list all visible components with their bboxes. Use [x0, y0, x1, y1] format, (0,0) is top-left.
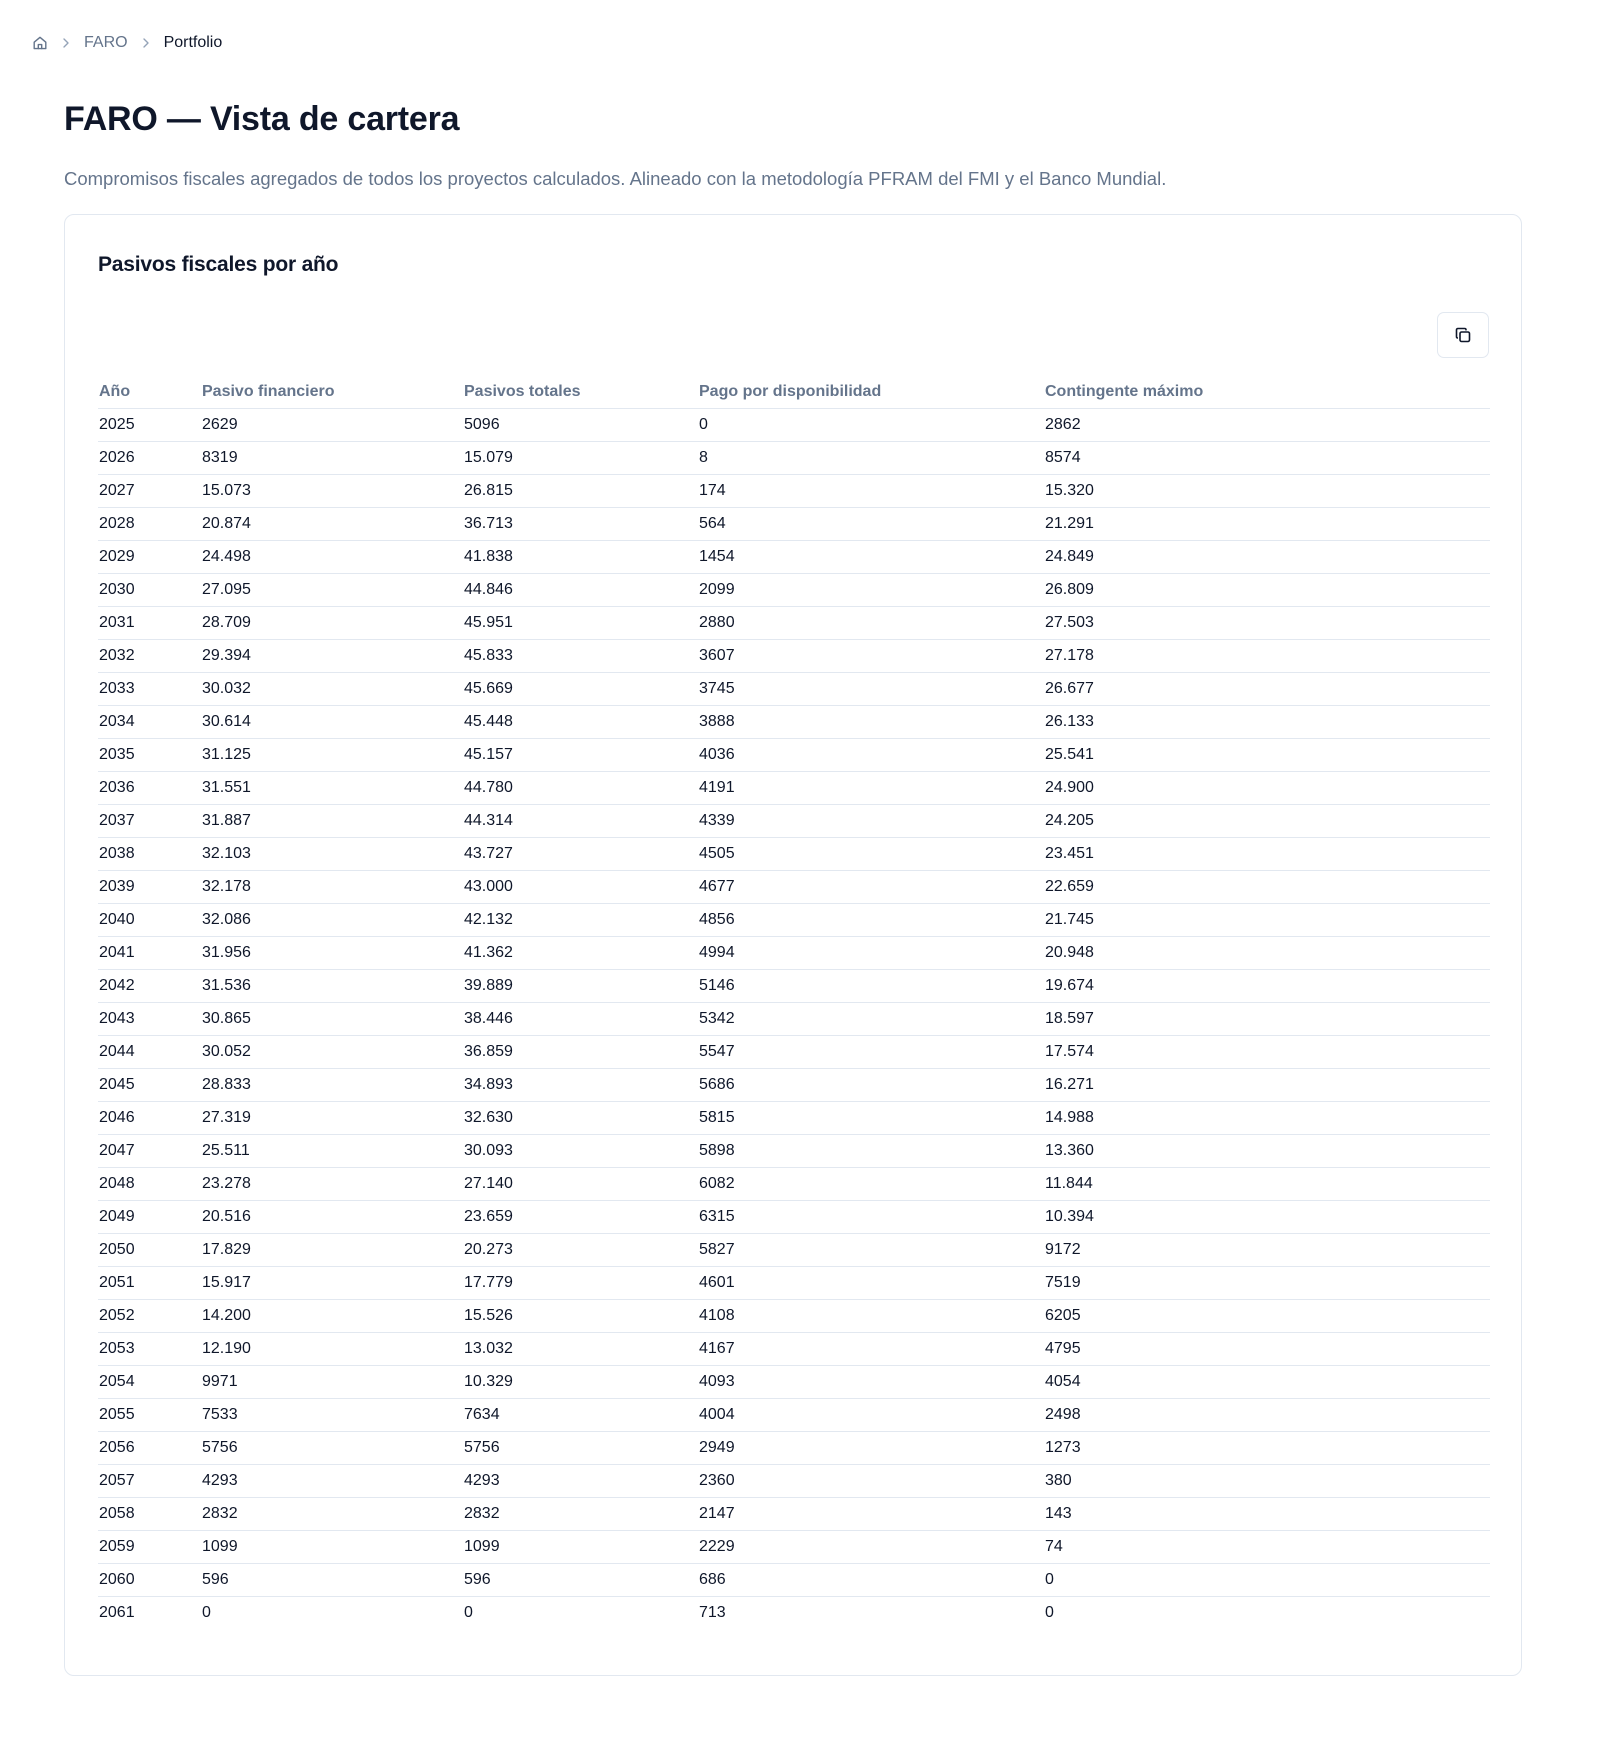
cell-max-contingent: 13.360: [1044, 1135, 1490, 1168]
cell-financial-liability: 31.125: [201, 739, 463, 772]
cell-total-liabilities: 17.779: [463, 1267, 698, 1300]
cell-year: 2040: [98, 904, 201, 937]
cell-availability-payment: 4856: [698, 904, 1044, 937]
cell-max-contingent: 6205: [1044, 1300, 1490, 1333]
cell-total-liabilities: 36.859: [463, 1036, 698, 1069]
cell-total-liabilities: 4293: [463, 1465, 698, 1498]
cell-max-contingent: 10.394: [1044, 1201, 1490, 1234]
cell-total-liabilities: 26.815: [463, 475, 698, 508]
page-title: FARO — Vista de cartera: [64, 100, 460, 138]
cell-availability-payment: 3607: [698, 640, 1044, 673]
cell-availability-payment: 5146: [698, 970, 1044, 1003]
cell-availability-payment: 4093: [698, 1366, 1044, 1399]
table-body: [98, 409, 1490, 1630]
cell-total-liabilities: 15.526: [463, 1300, 698, 1333]
cell-total-liabilities: 13.032: [463, 1333, 698, 1366]
cell-financial-liability: 17.829: [201, 1234, 463, 1267]
table-row: [98, 442, 1490, 475]
cell-max-contingent: 4795: [1044, 1333, 1490, 1366]
cell-max-contingent: 8574: [1044, 442, 1490, 475]
table-row: [98, 1267, 1490, 1300]
cell-availability-payment: 4505: [698, 838, 1044, 871]
cell-availability-payment: 4994: [698, 937, 1044, 970]
table-row: [98, 1135, 1490, 1168]
cell-year: 2043: [98, 1003, 201, 1036]
cell-total-liabilities: 45.833: [463, 640, 698, 673]
cell-max-contingent: 2498: [1044, 1399, 1490, 1432]
cell-financial-liability: 27.319: [201, 1102, 463, 1135]
cell-financial-liability: 24.498: [201, 541, 463, 574]
column-header-max-contingent[interactable]: Contingente máximo: [1044, 375, 1490, 409]
table-row: [98, 805, 1490, 838]
cell-max-contingent: 25.541: [1044, 739, 1490, 772]
cell-year: 2031: [98, 607, 201, 640]
cell-total-liabilities: 23.659: [463, 1201, 698, 1234]
fiscal-liabilities-card: [64, 214, 1522, 1676]
cell-financial-liability: 28.709: [201, 607, 463, 640]
cell-max-contingent: 11.844: [1044, 1168, 1490, 1201]
chevron-right-icon: [59, 36, 73, 50]
cell-availability-payment: 5686: [698, 1069, 1044, 1102]
cell-year: 2058: [98, 1498, 201, 1531]
cell-total-liabilities: 45.951: [463, 607, 698, 640]
copy-button[interactable]: [1437, 312, 1489, 358]
cell-year: 2038: [98, 838, 201, 871]
table-row: [98, 1003, 1490, 1036]
cell-availability-payment: 713: [699, 1604, 726, 1621]
table-row: [98, 673, 1490, 706]
breadcrumb: [32, 32, 222, 54]
cell-financial-liability: 15.917: [201, 1267, 463, 1300]
cell-availability-payment: 3888: [698, 706, 1044, 739]
cell-year: 2032: [98, 640, 201, 673]
cell-availability-payment: 0: [698, 409, 1044, 442]
cell-availability-payment: 2147: [698, 1498, 1044, 1531]
table-row: [98, 1102, 1490, 1135]
breadcrumb-item-faro[interactable]: FARO: [84, 34, 128, 51]
cell-total-liabilities: 5756: [463, 1432, 698, 1465]
cell-max-contingent: 22.659: [1044, 871, 1490, 904]
cell-total-liabilities: 45.669: [463, 673, 698, 706]
cell-year: 2041: [98, 937, 201, 970]
table-row: [98, 1366, 1490, 1399]
cell-availability-payment: 4191: [698, 772, 1044, 805]
card-title: Pasivos fiscales por año: [98, 253, 339, 276]
cell-financial-liability: 20.516: [201, 1201, 463, 1234]
cell-availability-payment: 6082: [698, 1168, 1044, 1201]
table-row: [98, 475, 1490, 508]
cell-total-liabilities: 15.079: [463, 442, 698, 475]
cell-max-contingent: 27.503: [1044, 607, 1490, 640]
table-row: [98, 1531, 1490, 1564]
cell-availability-payment: 5898: [698, 1135, 1044, 1168]
table-row: [98, 1465, 1490, 1498]
cell-total-liabilities: 42.132: [463, 904, 698, 937]
cell-financial-liability: 4293: [201, 1465, 463, 1498]
cell-total-liabilities: 20.273: [463, 1234, 698, 1267]
cell-max-contingent: 16.271: [1044, 1069, 1490, 1102]
cell-financial-liability: 15.073: [201, 475, 463, 508]
table-row: [98, 1300, 1490, 1333]
cell-max-contingent: 21.291: [1044, 508, 1490, 541]
cell-total-liabilities: 41.362: [463, 937, 698, 970]
cell-availability-payment: 4601: [698, 1267, 1044, 1300]
cell-financial-liability: 23.278: [201, 1168, 463, 1201]
cell-financial-liability: 8319: [201, 442, 463, 475]
cell-financial-liability: 9971: [201, 1366, 463, 1399]
cell-financial-liability: 31.887: [201, 805, 463, 838]
cell-financial-liability: 7533: [201, 1399, 463, 1432]
cell-year: 2057: [98, 1465, 201, 1498]
cell-financial-liability: 2629: [201, 409, 463, 442]
cell-total-liabilities: 30.093: [463, 1135, 698, 1168]
cell-max-contingent: 18.597: [1044, 1003, 1490, 1036]
cell-year: 2055: [98, 1399, 201, 1432]
table-row: [98, 871, 1490, 904]
cell-financial-liability: 31.956: [201, 937, 463, 970]
table-row: [98, 772, 1490, 805]
table-row: [98, 1399, 1490, 1432]
cell-availability-payment: 4339: [698, 805, 1044, 838]
cell-availability-payment: 3745: [698, 673, 1044, 706]
cell-year: 2049: [98, 1201, 201, 1234]
cell-financial-liability: 12.190: [201, 1333, 463, 1366]
table-row: [98, 838, 1490, 871]
cell-total-liabilities: 44.314: [463, 805, 698, 838]
cell-total-liabilities: 596: [463, 1564, 698, 1597]
cell-financial-liability: 31.536: [201, 970, 463, 1003]
cell-financial-liability: 30.052: [201, 1036, 463, 1069]
cell-availability-payment: 8: [698, 442, 1044, 475]
cell-total-liabilities: 44.780: [463, 772, 698, 805]
column-header-year[interactable]: Año: [98, 375, 201, 409]
cell-year: 2033: [98, 673, 201, 706]
cell-total-liabilities: 2832: [463, 1498, 698, 1531]
cell-financial-liability: 29.394: [201, 640, 463, 673]
cell-year: 2039: [98, 871, 201, 904]
table-row: [98, 409, 1490, 442]
cell-availability-payment: 5547: [698, 1036, 1044, 1069]
cell-total-liabilities: 45.448: [463, 706, 698, 739]
table-row: [98, 1234, 1490, 1267]
cell-year: 2051: [98, 1267, 201, 1300]
cell-financial-liability: 14.200: [201, 1300, 463, 1333]
cell-max-contingent: 27.178: [1044, 640, 1490, 673]
cell-availability-payment: 2360: [698, 1465, 1044, 1498]
cell-total-liabilities: 7634: [463, 1399, 698, 1432]
cell-year: 2056: [98, 1432, 201, 1465]
cell-year: 2034: [98, 706, 201, 739]
cell-max-contingent: 4054: [1044, 1366, 1490, 1399]
cell-year: 2036: [98, 772, 201, 805]
cell-max-contingent: 1273: [1044, 1432, 1490, 1465]
cell-financial-liability: 32.103: [201, 838, 463, 871]
cell-max-contingent: 20.948: [1044, 937, 1490, 970]
home-icon[interactable]: [32, 35, 48, 51]
cell-availability-payment: 5815: [698, 1102, 1044, 1135]
cell-max-contingent: 19.674: [1044, 970, 1490, 1003]
cell-max-contingent: 21.745: [1044, 904, 1490, 937]
cell-total-liabilities: 43.000: [463, 871, 698, 904]
table-row: [98, 1333, 1490, 1366]
table-row: [98, 1564, 1490, 1597]
cell-year: 2054: [98, 1366, 201, 1399]
cell-year: 2044: [98, 1036, 201, 1069]
cell-year: 2060: [98, 1564, 201, 1597]
table-row: [98, 508, 1490, 541]
cell-max-contingent: 74: [1044, 1531, 1490, 1564]
cell-max-contingent: 7519: [1044, 1267, 1490, 1300]
table-row: [98, 1432, 1490, 1465]
cell-total-liabilities: 43.727: [463, 838, 698, 871]
cell-financial-liability: 27.095: [201, 574, 463, 607]
cell-total-liabilities: 39.889: [463, 970, 698, 1003]
table-row: [98, 607, 1490, 640]
cell-availability-payment: 4036: [698, 739, 1044, 772]
cell-availability-payment: 564: [698, 508, 1044, 541]
cell-total-liabilities: 36.713: [463, 508, 698, 541]
table-row: [98, 970, 1490, 1003]
cell-year: 2045: [98, 1069, 201, 1102]
table-row: [98, 904, 1490, 937]
cell-financial-liability: 0: [202, 1604, 211, 1621]
cell-total-liabilities: 0: [464, 1604, 473, 1621]
table-row: [98, 1168, 1490, 1201]
table-header-row: [98, 375, 1490, 409]
cell-financial-liability: 32.178: [201, 871, 463, 904]
cell-availability-payment: 2229: [698, 1531, 1044, 1564]
cell-financial-liability: 2832: [201, 1498, 463, 1531]
cell-year: 2048: [98, 1168, 201, 1201]
cell-financial-liability: 1099: [201, 1531, 463, 1564]
cell-availability-payment: 4167: [698, 1333, 1044, 1366]
table-row: [98, 937, 1490, 970]
cell-max-contingent: 17.574: [1044, 1036, 1490, 1069]
cell-year: 2030: [98, 574, 201, 607]
table-row: [98, 1597, 1490, 1630]
cell-max-contingent: 0: [1044, 1564, 1490, 1597]
column-header-availability-payment[interactable]: Pago por disponibilidad: [698, 375, 1044, 409]
table-row: [98, 706, 1490, 739]
cell-availability-payment: 6315: [698, 1201, 1044, 1234]
cell-total-liabilities: 41.838: [463, 541, 698, 574]
cell-financial-liability: 28.833: [201, 1069, 463, 1102]
cell-year: 2037: [98, 805, 201, 838]
cell-availability-payment: 2880: [698, 607, 1044, 640]
cell-year: 2026: [98, 442, 201, 475]
cell-financial-liability: 31.551: [201, 772, 463, 805]
cell-availability-payment: 174: [698, 475, 1044, 508]
table-row: [98, 574, 1490, 607]
cell-total-liabilities: 44.846: [463, 574, 698, 607]
cell-max-contingent: 9172: [1044, 1234, 1490, 1267]
table-row: [98, 1036, 1490, 1069]
cell-year: 2053: [98, 1333, 201, 1366]
cell-year: 2027: [98, 475, 201, 508]
cell-financial-liability: 32.086: [201, 904, 463, 937]
cell-total-liabilities: 32.630: [463, 1102, 698, 1135]
fiscal-liabilities-table: [98, 375, 1490, 1629]
table-row: [98, 541, 1490, 574]
column-header-financial-liability[interactable]: Pasivo financiero: [201, 375, 463, 409]
cell-max-contingent: 15.320: [1044, 475, 1490, 508]
cell-year: 2050: [98, 1234, 201, 1267]
cell-financial-liability: 25.511: [201, 1135, 463, 1168]
table-row: [98, 1498, 1490, 1531]
cell-max-contingent: 26.809: [1044, 574, 1490, 607]
cell-max-contingent: 26.133: [1044, 706, 1490, 739]
table-row: [98, 640, 1490, 673]
cell-total-liabilities: 5096: [463, 409, 698, 442]
cell-availability-payment: 1454: [698, 541, 1044, 574]
cell-max-contingent: 2862: [1044, 409, 1490, 442]
cell-financial-liability: 20.874: [201, 508, 463, 541]
cell-max-contingent: 14.988: [1044, 1102, 1490, 1135]
cell-max-contingent: 143: [1044, 1498, 1490, 1531]
column-header-total-liabilities[interactable]: Pasivos totales: [463, 375, 698, 409]
cell-total-liabilities: 1099: [463, 1531, 698, 1564]
cell-availability-payment: 2099: [698, 574, 1044, 607]
cell-financial-liability: 30.865: [201, 1003, 463, 1036]
page-subtitle: Compromisos fiscales agregados de todos los proyectos calculados. Alineado con la metodología PFRAM del FMI y el Banco Mundial.: [64, 168, 1167, 189]
copy-icon: [1453, 325, 1473, 345]
cell-availability-payment: 2949: [698, 1432, 1044, 1465]
cell-max-contingent: 24.900: [1044, 772, 1490, 805]
cell-year: 2052: [98, 1300, 201, 1333]
cell-max-contingent: 24.849: [1044, 541, 1490, 574]
cell-availability-payment: 686: [698, 1564, 1044, 1597]
cell-max-contingent: 380: [1044, 1465, 1490, 1498]
cell-availability-payment: 5342: [698, 1003, 1044, 1036]
cell-year: 2059: [98, 1531, 201, 1564]
breadcrumb-item-portfolio: Portfolio: [163, 34, 223, 51]
cell-max-contingent: 24.205: [1044, 805, 1490, 838]
table-container: [98, 375, 1490, 1629]
cell-year: 2042: [98, 970, 201, 1003]
cell-max-contingent: 26.677: [1044, 673, 1490, 706]
cell-total-liabilities: 45.157: [463, 739, 698, 772]
cell-year: 2029: [98, 541, 201, 574]
cell-year: 2035: [98, 739, 201, 772]
cell-year: 2061: [99, 1604, 135, 1621]
table-row: [98, 1201, 1490, 1234]
cell-availability-payment: 5827: [698, 1234, 1044, 1267]
cell-availability-payment: 4004: [698, 1399, 1044, 1432]
cell-financial-liability: 30.032: [201, 673, 463, 706]
chevron-right-icon: [139, 36, 153, 50]
cell-max-contingent: 23.451: [1044, 838, 1490, 871]
cell-total-liabilities: 38.446: [463, 1003, 698, 1036]
cell-year: 2028: [98, 508, 201, 541]
table-row: [98, 739, 1490, 772]
cell-financial-liability: 596: [201, 1564, 463, 1597]
cell-total-liabilities: 10.329: [463, 1366, 698, 1399]
cell-total-liabilities: 34.893: [463, 1069, 698, 1102]
cell-year: 2025: [98, 409, 201, 442]
cell-max-contingent: 0: [1045, 1604, 1054, 1621]
cell-financial-liability: 5756: [201, 1432, 463, 1465]
cell-year: 2046: [98, 1102, 201, 1135]
cell-availability-payment: 4108: [698, 1300, 1044, 1333]
cell-year: 2047: [98, 1135, 201, 1168]
cell-total-liabilities: 27.140: [463, 1168, 698, 1201]
table-row: [98, 1069, 1490, 1102]
cell-financial-liability: 30.614: [201, 706, 463, 739]
cell-availability-payment: 4677: [698, 871, 1044, 904]
